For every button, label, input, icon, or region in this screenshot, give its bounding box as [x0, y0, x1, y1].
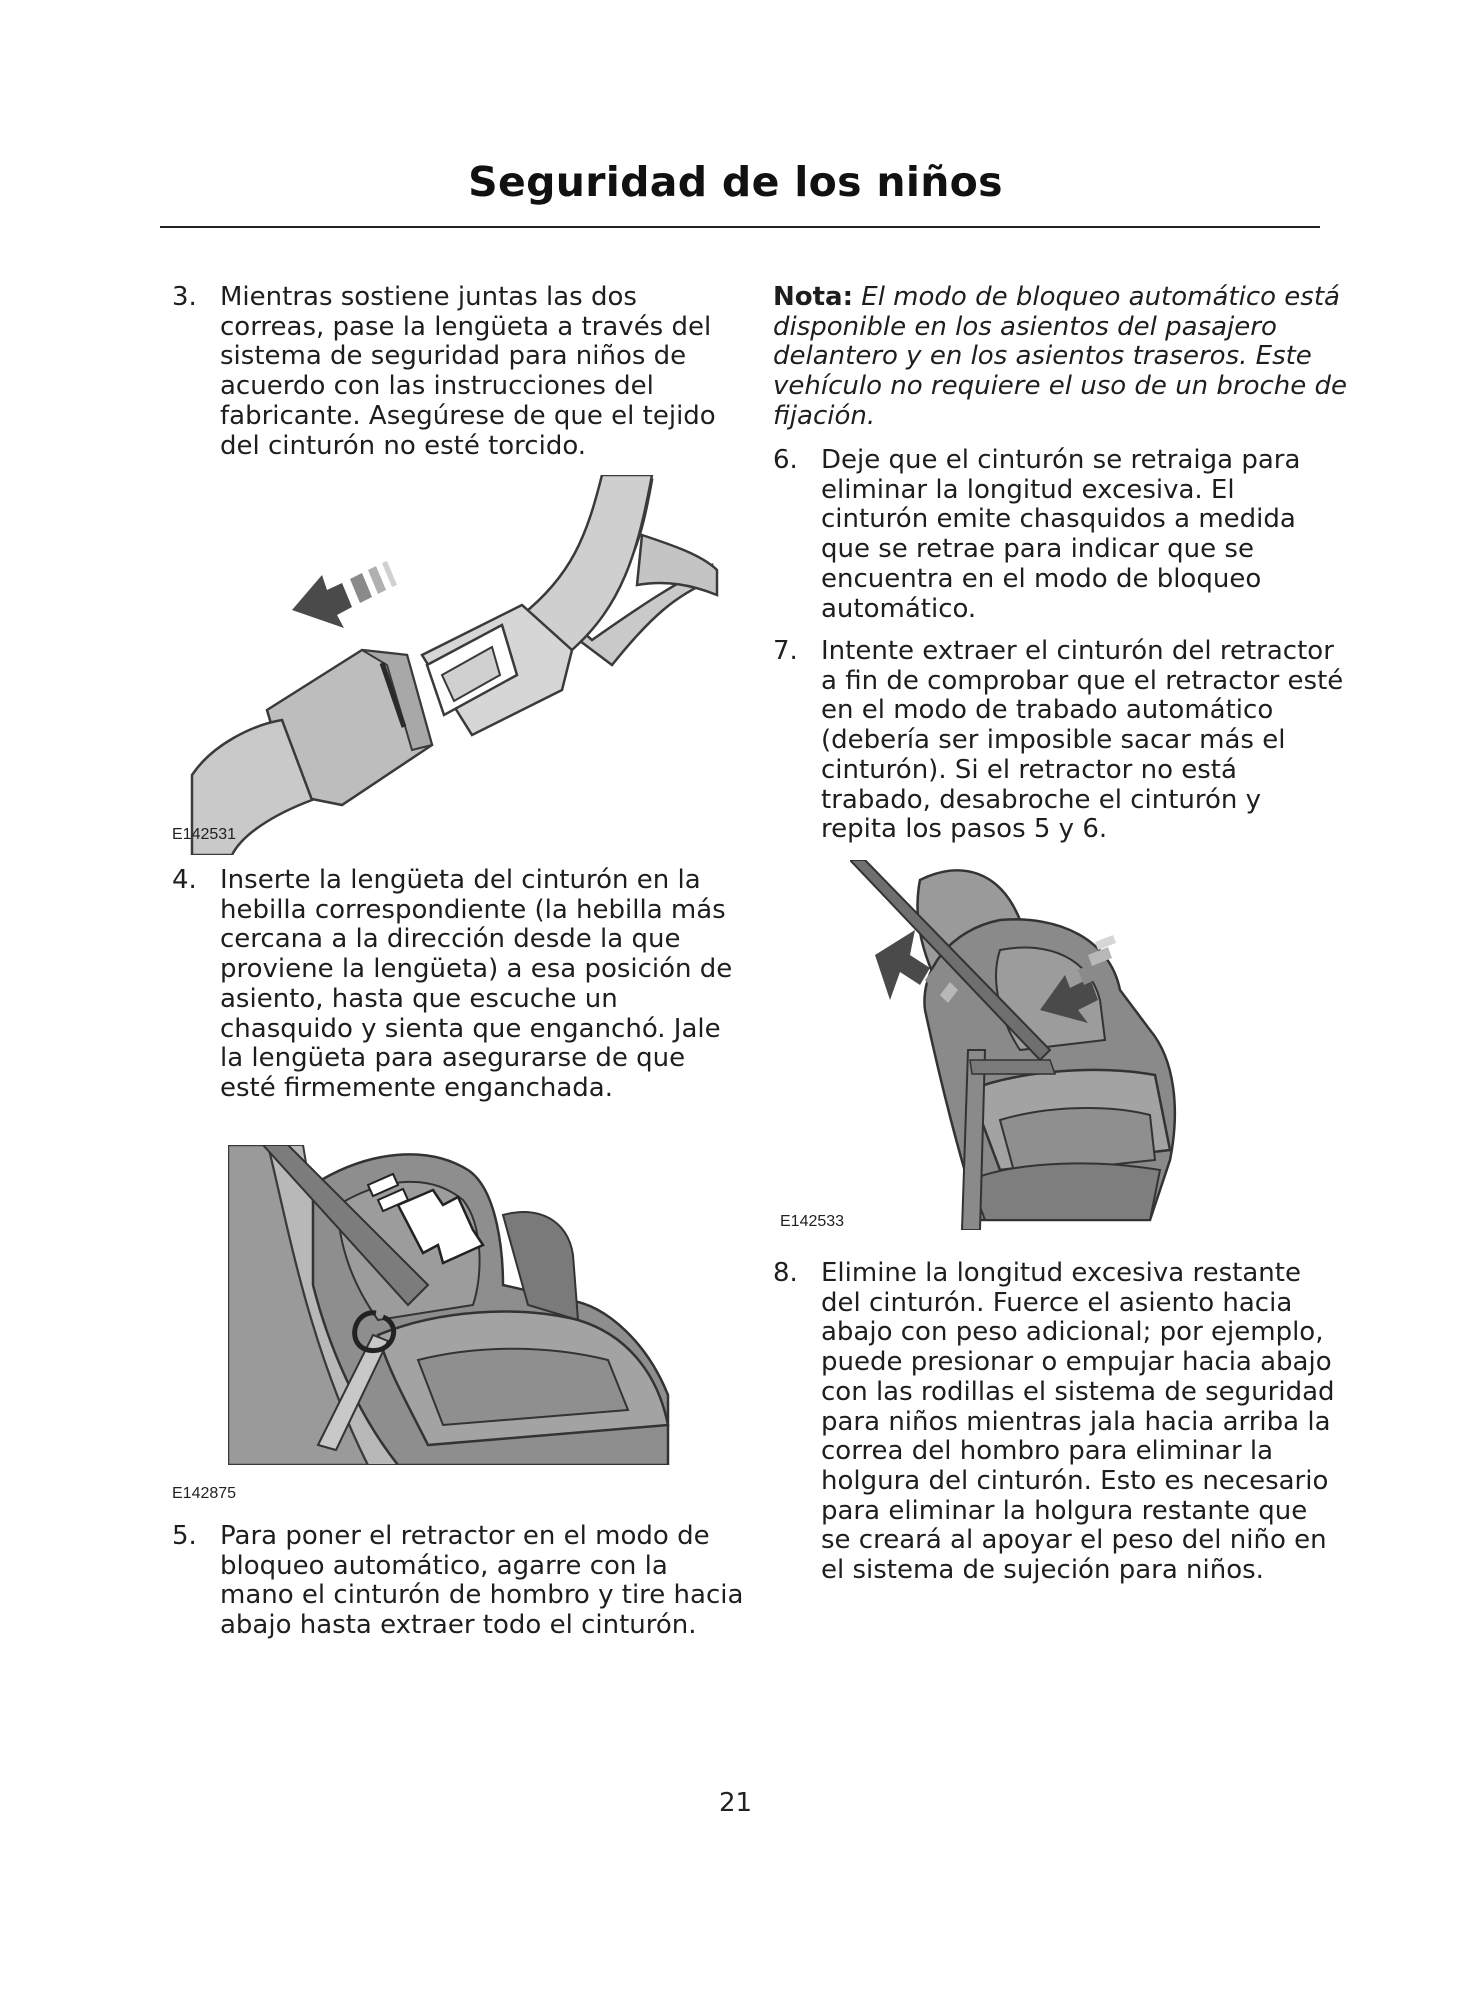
step-number: 5.: [172, 1521, 197, 1551]
figure-child-seat-press: [850, 860, 1190, 1230]
note-line: vehículo no requiere el uso de un broche de: [773, 371, 1348, 402]
step-line: sistema de seguridad para niños de: [220, 341, 687, 372]
step-line: eliminar la longitud excesiva. El: [821, 474, 1235, 505]
step-line: abajo con peso adicional; por ejemplo,: [821, 1317, 1324, 1348]
step-line: encuentra en el modo de bloqueo: [821, 563, 1262, 594]
step-line: repita los pasos 5 y 6.: [821, 814, 1108, 845]
step-line: bloqueo automático, agarre con la: [220, 1550, 668, 1581]
child-seat-illustration: [228, 1145, 678, 1465]
step-text: [220, 283, 716, 461]
figure-code: E142531: [172, 826, 237, 843]
buckle-illustration: [172, 475, 732, 855]
step-line: esté firmemente enganchada.: [220, 1072, 613, 1103]
note-line: fijación.: [773, 400, 876, 431]
step-line: (debería ser imposible sacar más el: [821, 725, 1286, 756]
step-line: con las rodillas el sistema de seguridad: [821, 1376, 1335, 1407]
step-number: 4.: [172, 865, 197, 895]
step-line: Deje que el cinturón se retraiga para: [821, 445, 1301, 475]
step-number: 3.: [172, 282, 197, 312]
note-block: [773, 282, 1348, 432]
step-number: 8.: [773, 1258, 798, 1288]
step-text: [821, 446, 1300, 624]
note-label: Nota:: [773, 282, 853, 312]
figure-code: E142875: [172, 1485, 237, 1502]
figure-buckle: [172, 475, 732, 855]
step-text: [220, 1522, 743, 1641]
step-line: en el modo de trabado automático: [821, 695, 1274, 726]
page-title: Seguridad de los niños: [468, 158, 1003, 206]
page-number: 21: [718, 1788, 753, 1818]
header-divider: [160, 226, 1320, 228]
step-line: holgura del cinturón. Esto es necesario: [821, 1465, 1329, 1496]
figure-code: E142533: [780, 1213, 845, 1230]
step-number: 7.: [773, 636, 798, 666]
step-line: mano el cinturón de hombro y tire hacia: [220, 1580, 744, 1611]
step-number: 6.: [773, 445, 798, 475]
child-seat-press-illustration: [850, 860, 1190, 1230]
note-line: disponible en los asientos del pasajero: [773, 311, 1277, 342]
step-line: abajo hasta extraer todo el cinturón.: [220, 1610, 697, 1641]
step-line: Intente extraer el cinturón del retractor: [821, 636, 1334, 666]
note-line: delantero y en los asientos traseros. Este: [773, 341, 1312, 372]
step-line: trabado, desabroche el cinturón y: [821, 784, 1262, 815]
step-line: puede presionar o empujar hacia abajo: [821, 1347, 1332, 1378]
step-line: cercana a la dirección desde la que: [220, 924, 681, 955]
step-line: para niños mientras jala hacia arriba la: [821, 1406, 1331, 1437]
step-line: proviene la lengüeta) a esa posición de: [220, 954, 733, 985]
step-text: [821, 1259, 1335, 1586]
step-line: fabricante. Asegúrese de que el tejido: [220, 400, 716, 431]
step-line: automático.: [821, 593, 977, 624]
step-text: [821, 637, 1343, 845]
step-line: del cinturón. Fuerce el asiento hacia: [821, 1287, 1293, 1318]
step-line: hebilla correspondiente (la hebilla más: [220, 894, 726, 925]
step-line: acuerdo con las instrucciones del: [220, 371, 654, 402]
step-line: se creará al apoyar el peso del niño en: [821, 1525, 1327, 1556]
figure-child-seat: [228, 1145, 678, 1465]
step-line: el sistema de sujeción para niños.: [821, 1555, 1264, 1586]
step-line: Inserte la lengüeta del cinturón en la: [220, 865, 701, 895]
step-line: Para poner el retractor en el modo de: [220, 1521, 710, 1551]
step-line: cinturón emite chasquidos a medida: [821, 504, 1296, 535]
step-line: Mientras sostiene juntas las dos: [220, 282, 637, 312]
step-line: chasquido y sienta que enganchó. Jale: [220, 1013, 721, 1044]
step-line: cinturón). Si el retractor no está: [821, 754, 1237, 785]
step-line: asiento, hasta que escuche un: [220, 983, 618, 1014]
step-line: correas, pase la lengüeta a través del: [220, 311, 712, 342]
step-text: [220, 866, 732, 1104]
step-line: la lengüeta para asegurarse de que: [220, 1043, 686, 1074]
note-line: El modo de bloqueo automático está: [861, 282, 1340, 312]
step-line: para eliminar la holgura restante que: [821, 1495, 1308, 1526]
step-line: correa del hombro para eliminar la: [821, 1436, 1274, 1467]
step-line: a fin de comprobar que el retractor esté: [821, 665, 1344, 696]
step-line: Elimine la longitud excesiva restante: [821, 1258, 1301, 1288]
step-line: que se retrae para indicar que se: [821, 534, 1254, 565]
step-line: del cinturón no esté torcido.: [220, 430, 587, 461]
